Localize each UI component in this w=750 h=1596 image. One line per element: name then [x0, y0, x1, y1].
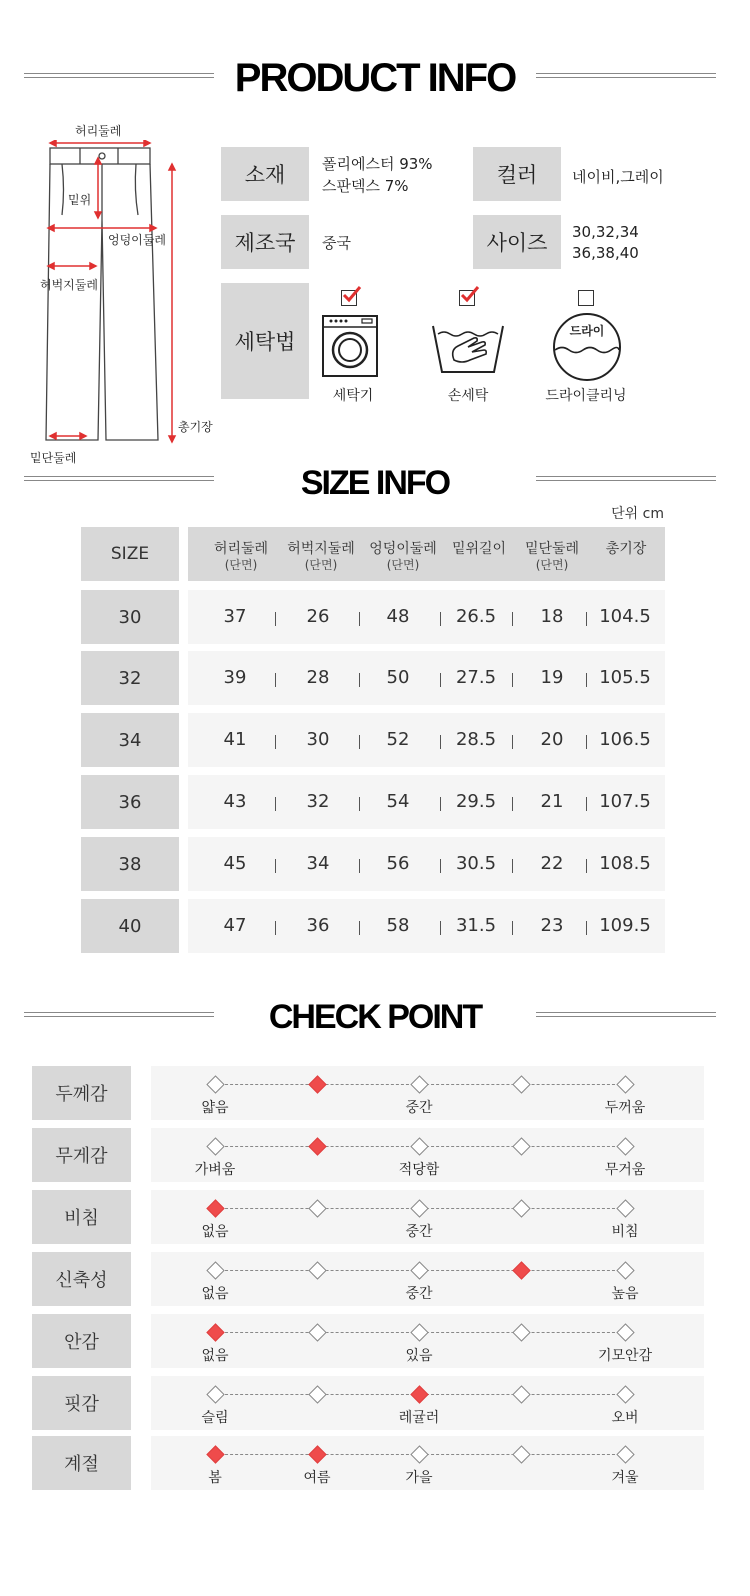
scale-text: 중간: [405, 1224, 433, 1240]
table-cell: 23: [540, 915, 564, 936]
cell-divider: [586, 735, 587, 749]
check-point-scale: [151, 1252, 704, 1306]
table-cell: 39: [223, 667, 247, 688]
cell-divider: [440, 612, 441, 626]
column-header: 밑단둘레 (단면): [524, 541, 580, 572]
scale-marker-selected: [206, 1323, 224, 1341]
table-cell: 47: [223, 915, 247, 936]
scale-text: 겨울: [611, 1470, 639, 1486]
scale-text: 가을: [405, 1470, 433, 1486]
check-point-scale: [151, 1066, 704, 1120]
table-cell: 58: [386, 915, 410, 936]
cell-divider: [512, 673, 513, 687]
cell-divider: [275, 612, 276, 626]
dry-clean-icon-text: 드라이: [569, 324, 605, 338]
scale-text: 있음: [405, 1348, 433, 1364]
table-row: [188, 899, 665, 953]
cell-divider: [586, 797, 587, 811]
size-row-label: 38: [81, 837, 179, 891]
cell-divider: [359, 735, 360, 749]
product-info-title: PRODUCT INFO: [234, 56, 516, 100]
scale-marker-selected: [512, 1261, 530, 1279]
scale-marker: [410, 1261, 428, 1279]
size-value-1: 30,32,34: [572, 223, 639, 241]
table-cell: 106.5: [599, 729, 651, 750]
scale-text: 봄: [208, 1470, 222, 1486]
pants-label-hem: 밑단둘레: [30, 451, 77, 465]
check-point-title: CHECK POINT: [268, 998, 482, 1036]
table-cell: 43: [223, 791, 247, 812]
size-table-header: [188, 527, 665, 581]
scale-marker: [308, 1385, 326, 1403]
cell-divider: [586, 612, 587, 626]
cell-divider: [275, 921, 276, 935]
cell-divider: [440, 735, 441, 749]
scale-marker: [308, 1261, 326, 1279]
column-header: 총기장: [605, 541, 647, 557]
cell-divider: [275, 735, 276, 749]
table-cell: 36: [306, 915, 330, 936]
column-header: 엉덩이둘레 (단면): [369, 541, 437, 572]
cell-divider: [440, 921, 441, 935]
cell-divider: [275, 797, 276, 811]
scale-text: 없음: [201, 1348, 229, 1364]
cell-divider: [512, 612, 513, 626]
check-point-label: 무게감: [32, 1128, 131, 1182]
scale-marker: [206, 1075, 224, 1093]
scale-marker: [410, 1199, 428, 1217]
cell-divider: [440, 673, 441, 687]
check-point-scale: [151, 1128, 704, 1182]
table-cell: 45: [223, 853, 247, 874]
scale-marker: [512, 1445, 530, 1463]
wash-label: 세탁법: [221, 283, 309, 399]
scale-text: 중간: [405, 1100, 433, 1116]
table-cell: 18: [540, 606, 564, 627]
scale-marker: [512, 1075, 530, 1093]
scale-text: 가벼움: [194, 1162, 236, 1178]
scale-marker-selected: [206, 1445, 224, 1463]
scale-text: 레귤러: [398, 1410, 440, 1426]
cell-divider: [512, 921, 513, 935]
pants-label-rise: 밑위: [68, 193, 92, 207]
scale-marker: [512, 1385, 530, 1403]
washing-machine-icon: [322, 315, 378, 377]
scale-marker-selected: [308, 1075, 326, 1093]
check-point-label: 계절: [32, 1436, 131, 1490]
scale-marker-selected: [308, 1445, 326, 1463]
scale-marker: [616, 1199, 634, 1217]
table-cell: 30.5: [455, 853, 497, 874]
check-point-label: 두께감: [32, 1066, 131, 1120]
cell-divider: [586, 673, 587, 687]
size-value-2: 36,38,40: [572, 244, 639, 262]
cell-divider: [359, 612, 360, 626]
unit-label: 단위 cm: [611, 506, 664, 522]
table-cell: 31.5: [455, 915, 497, 936]
pants-label-total-length: 총기장: [178, 420, 213, 434]
scale-marker: [410, 1075, 428, 1093]
column-header: 허벅지둘레 (단면): [287, 541, 355, 572]
pants-label-thigh: 허벅지둘레: [40, 278, 98, 292]
cell-divider: [359, 859, 360, 873]
scale-marker-selected: [308, 1137, 326, 1155]
check-point-scale: [151, 1190, 704, 1244]
table-cell: 26: [306, 606, 330, 627]
cell-divider: [275, 859, 276, 873]
table-cell: 105.5: [599, 667, 651, 688]
table-cell: 52: [386, 729, 410, 750]
column-header: 밑위길이: [451, 541, 507, 557]
scale-text: 비침: [611, 1224, 639, 1240]
table-cell: 50: [386, 667, 410, 688]
table-row: [188, 775, 665, 829]
scale-text: 없음: [201, 1224, 229, 1240]
table-cell: 28: [306, 667, 330, 688]
hand-wash-icon: [430, 320, 506, 376]
table-cell: 37: [223, 606, 247, 627]
scale-marker: [206, 1385, 224, 1403]
material-value-2: 스판덱스 7%: [322, 177, 409, 195]
size-row-label: 30: [81, 590, 179, 644]
scale-marker: [616, 1445, 634, 1463]
cell-divider: [440, 797, 441, 811]
scale-marker: [616, 1385, 634, 1403]
table-cell: 29.5: [455, 791, 497, 812]
scale-marker: [410, 1445, 428, 1463]
table-cell: 19: [540, 667, 564, 688]
scale-text: 슬림: [201, 1410, 229, 1426]
check-point-scale: [151, 1376, 704, 1430]
wash-label-dry: 드라이클리닝: [545, 388, 627, 404]
scale-marker: [410, 1137, 428, 1155]
checkmark-icon: [459, 284, 481, 306]
check-point-scale: [151, 1314, 704, 1368]
scale-text: 무거움: [604, 1162, 646, 1178]
table-cell: 54: [386, 791, 410, 812]
scale-marker-selected: [410, 1385, 428, 1403]
check-point-label: 안감: [32, 1314, 131, 1368]
table-cell: 20: [540, 729, 564, 750]
table-cell: 108.5: [599, 853, 651, 874]
table-cell: 104.5: [599, 606, 651, 627]
scale-marker: [206, 1261, 224, 1279]
scale-marker: [410, 1323, 428, 1341]
cell-divider: [359, 921, 360, 935]
table-cell: 32: [306, 791, 330, 812]
scale-marker: [616, 1323, 634, 1341]
wash-label-machine: 세탁기: [332, 388, 374, 404]
origin-value: 중국: [322, 234, 351, 252]
scale-text: 적당함: [398, 1162, 440, 1178]
table-row: [188, 837, 665, 891]
scale-text: 없음: [201, 1286, 229, 1302]
color-label: 컬러: [473, 147, 561, 201]
scale-marker: [206, 1137, 224, 1155]
size-row-label: 40: [81, 899, 179, 953]
table-cell: 109.5: [599, 915, 651, 936]
cell-divider: [512, 859, 513, 873]
scale-text: 중간: [405, 1286, 433, 1302]
scale-marker-selected: [206, 1199, 224, 1217]
check-point-label: 핏감: [32, 1376, 131, 1430]
table-cell: 48: [386, 606, 410, 627]
cell-divider: [440, 859, 441, 873]
scale-text: 얇음: [201, 1100, 229, 1116]
material-label: 소재: [221, 147, 309, 201]
table-cell: 56: [386, 853, 410, 874]
origin-label: 제조국: [221, 215, 309, 269]
scale-marker: [308, 1199, 326, 1217]
cell-divider: [512, 797, 513, 811]
cell-divider: [512, 735, 513, 749]
pants-diagram-icon: [40, 140, 180, 450]
table-row: [188, 590, 665, 644]
check-point-label: 비침: [32, 1190, 131, 1244]
scale-marker: [616, 1075, 634, 1093]
size-info-title: SIZE INFO: [300, 464, 450, 502]
table-cell: 27.5: [455, 667, 497, 688]
table-row: [188, 651, 665, 705]
cell-divider: [359, 673, 360, 687]
table-row: [188, 713, 665, 767]
size-row-label: 36: [81, 775, 179, 829]
check-point-label: 신축성: [32, 1252, 131, 1306]
table-cell: 107.5: [599, 791, 651, 812]
table-cell: 21: [540, 791, 564, 812]
table-cell: 22: [540, 853, 564, 874]
scale-text: 기모안감: [597, 1348, 653, 1364]
pants-label-hip: 엉덩이둘레: [108, 233, 166, 247]
scale-marker: [512, 1323, 530, 1341]
scale-marker: [616, 1261, 634, 1279]
table-cell: 30: [306, 729, 330, 750]
checkmark-icon: [341, 284, 363, 306]
scale-text: 두꺼움: [604, 1100, 646, 1116]
color-value: 네이비,그레이: [572, 168, 664, 186]
table-cell: 26.5: [455, 606, 497, 627]
size-row-label: 32: [81, 651, 179, 705]
scale-text: 여름: [303, 1470, 331, 1486]
cell-divider: [359, 797, 360, 811]
size-header: SIZE: [81, 527, 179, 581]
cell-divider: [275, 673, 276, 687]
scale-marker: [512, 1137, 530, 1155]
cell-divider: [586, 859, 587, 873]
scale-marker: [308, 1323, 326, 1341]
scale-marker: [512, 1199, 530, 1217]
wash-checkbox-dry: [578, 290, 594, 306]
scale-text: 높음: [611, 1286, 639, 1302]
table-cell: 34: [306, 853, 330, 874]
wash-label-hand: 손세탁: [447, 388, 489, 404]
material-value-1: 폴리에스터 93%: [322, 155, 433, 173]
size-row-label: 34: [81, 713, 179, 767]
table-cell: 28.5: [455, 729, 497, 750]
scale-text: 오버: [611, 1410, 639, 1426]
size-label: 사이즈: [473, 215, 561, 269]
scale-marker: [616, 1137, 634, 1155]
table-cell: 41: [223, 729, 247, 750]
cell-divider: [586, 921, 587, 935]
column-header: 허리둘레 (단면): [213, 541, 269, 572]
pants-label-waist: 허리둘레: [75, 124, 122, 138]
check-point-scale: [151, 1436, 704, 1490]
